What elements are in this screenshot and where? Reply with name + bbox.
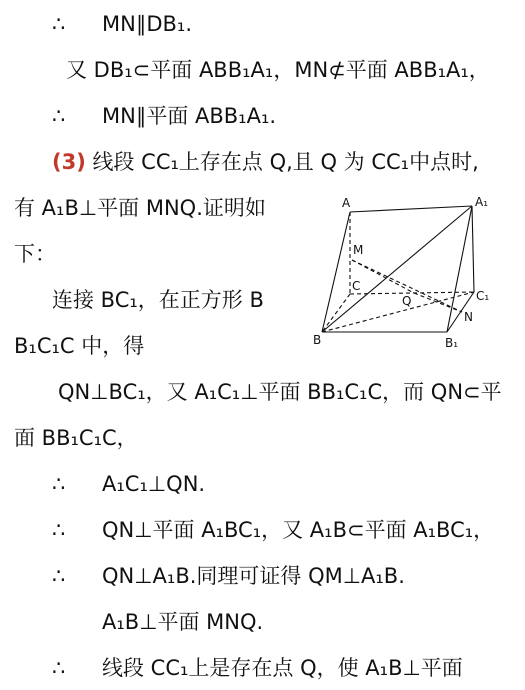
line-9 [58, 378, 502, 406]
line-7 [52, 286, 264, 314]
edge-a1-c1 [472, 206, 474, 292]
label-n: N [464, 310, 473, 324]
line-text: MN∥DB₁. [102, 12, 192, 36]
prism-figure [312, 192, 512, 352]
label-a1: A₁ [475, 195, 489, 209]
edge-a-b [322, 212, 350, 332]
line-3 [52, 102, 276, 130]
line-12 [52, 516, 494, 544]
line-text: 面 BB₁C₁C， [14, 426, 138, 450]
line-2 [66, 56, 490, 84]
line-14 [52, 608, 263, 636]
line-11 [52, 470, 205, 498]
label-m: M [353, 243, 364, 257]
line-6 [14, 240, 56, 268]
line-text: 下： [14, 242, 56, 266]
segment-q-n [414, 293, 462, 312]
line-8 [14, 332, 144, 360]
line-text: B₁C₁C 中，得 [14, 334, 145, 358]
edge-a1-b [322, 206, 472, 332]
line-text: 连接 BC₁，在正方形 B [52, 288, 264, 312]
label-a: A [342, 196, 351, 210]
line-text: 线段 CC₁上是存在点 Q，使 A₁B⊥平面 [102, 656, 463, 680]
line-text: 又 DB₁⊂平面 ABB₁A₁，MN⊄平面 ABB₁A₁， [66, 58, 490, 82]
therefore-symbol: ∴ [52, 12, 66, 36]
line-text: A₁B⊥平面 MNQ. [102, 610, 264, 634]
line-text: MN∥平面 ABB₁A₁. [102, 104, 277, 128]
step-number: (3) [52, 150, 86, 174]
line-10 [14, 424, 138, 452]
label-c: C [352, 279, 361, 293]
label-b1: B₁ [445, 336, 459, 350]
line-text: 线段 CC₁上存在点 Q,且 Q 为 CC₁中点时, [92, 150, 479, 174]
therefore-symbol: ∴ [52, 104, 66, 128]
label-c1: C₁ [476, 289, 490, 303]
therefore-symbol: ∴ [52, 564, 66, 588]
line-text: QN⊥A₁B.同理可证得 QM⊥A₁B. [102, 564, 405, 588]
therefore-symbol: ∴ [52, 518, 66, 542]
line-5 [14, 194, 266, 222]
label-q: Q [402, 294, 412, 308]
therefore-symbol: ∴ [52, 656, 66, 680]
line-text: A₁C₁⊥QN. [102, 472, 206, 496]
label-b: B [313, 333, 322, 347]
line-text: QN⊥平面 A₁BC₁，又 A₁B⊂平面 A₁BC₁， [102, 518, 495, 542]
line-4 [52, 148, 479, 176]
line-15 [52, 654, 463, 682]
edge-a-a1 [350, 206, 472, 212]
line-1 [52, 10, 192, 38]
line-text: QN⊥BC₁，又 A₁C₁⊥平面 BB₁C₁C，而 QN⊂平 [58, 380, 502, 404]
line-13 [52, 562, 405, 590]
line-text: 有 A₁B⊥平面 MNQ.证明如 [14, 196, 266, 220]
therefore-symbol: ∴ [52, 472, 66, 496]
